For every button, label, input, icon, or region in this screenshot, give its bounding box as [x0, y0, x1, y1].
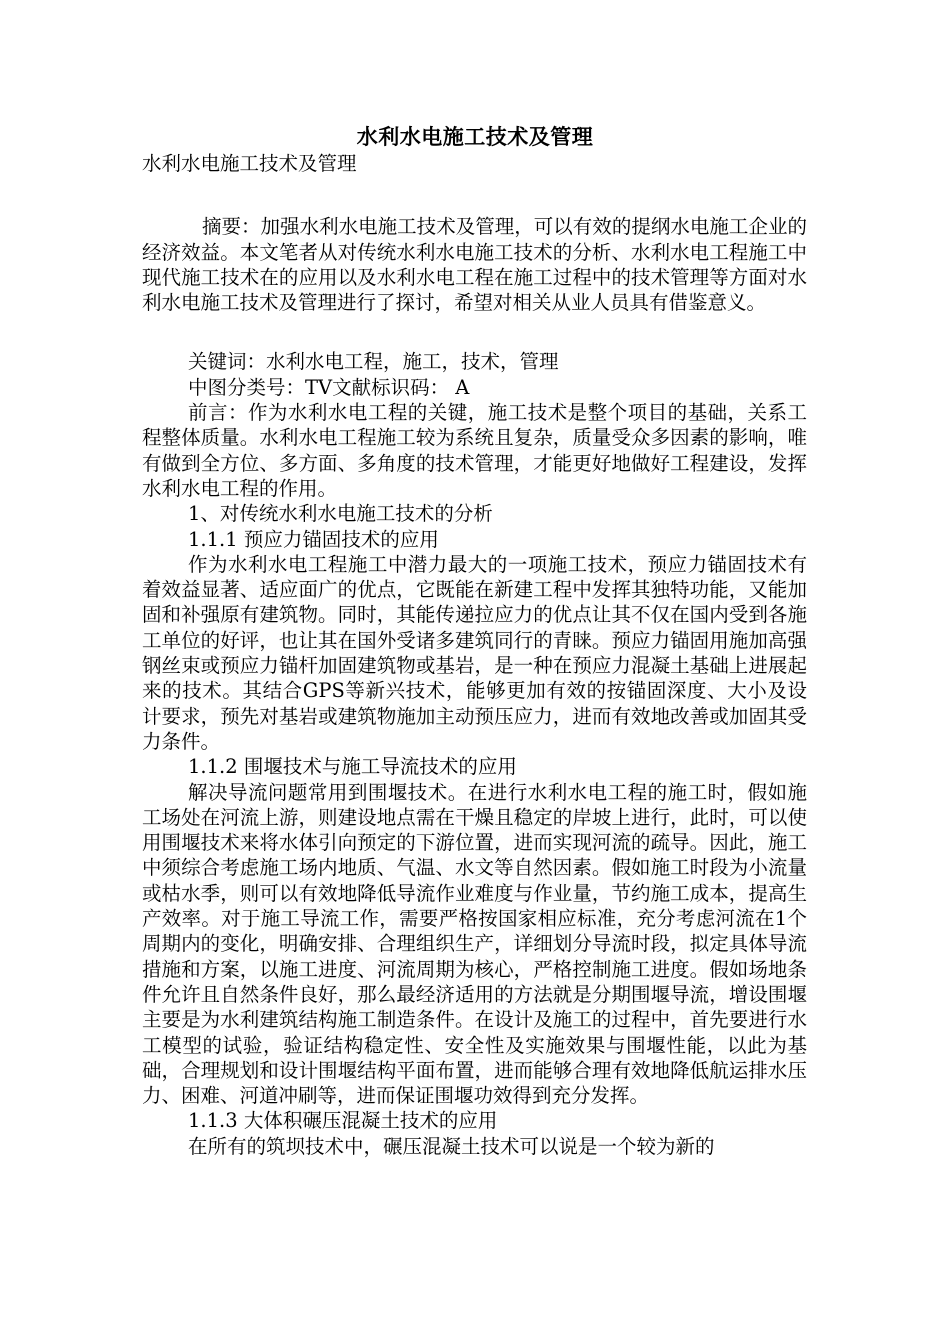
section-heading-1: 1、对传统水利水电施工技术的分析 [188, 502, 493, 526]
abstract-paragraph: 摘要：加强水利水电施工技术及管理，可以有效的提纲水电施工企业的经济效益。本文笔者从对传统水利水电施工技术的分析、水利水电工程施工中现代施工技术在的应用以及水利水电工程在施工过程中的技术管理等方面对水利水电施工技术及管理进行了探讨，希望对相关从业人员具有借鉴意义。 [142, 215, 807, 315]
section-heading-1-1-3: 1.1.3 大体积碾压混凝土技术的应用 [188, 1109, 498, 1133]
section-body-1-1-3: 在所有的筑坝技术中，碾压混凝土技术可以说是一个较为新的 [188, 1134, 715, 1158]
section-body-1-1-2: 解决导流问题常用到围堰技术。在进行水利水电工程的施工时，假如施工场处在河流上游，则建设地点需在干燥且稳定的岸坡上进行，此时，可以使用围堰技术来将水体引向预定的下游位置，进而实现河流的疏导。因此，施工中须综合考虑施工场内地质、气温、水文等自然因素。假如施工时段为小流量或枯水季，则可以有效地降低导流作业难度与作业量，节约施工成本，提高生产效率。对于施工导流工作，需要严格按国家相应标准，充分考虑河流在1个周期内的变化，明确安排、合理组织生产，详细划分导流时段，拟定具体导流措施和方案，以施工进度、河流周期为核心，严格控制施工进度。假如场地条件允许且自然条件良好，那么最经济适用的方法就是分期围堰导流，增设围堰主要是为水利建筑结构施工制造条件。在设计及施工的过程中，首先要进行水工模型的试验，验证结构稳定性、安全性及实施效果与围堰性能，以此为基础，合理规划和设计围堰结构平面布置，进而能够合理有效地降低航运排水压力、困难、河道冲刷等，进而保证围堰功效得到充分发挥。 [142, 780, 807, 1108]
preface-paragraph: 前言：作为水利水电工程的关键，施工技术是整个项目的基础，关系工程整体质量。水利水电工程施工较为系统且复杂，质量受众多因素的影响，唯有做到全方位、多方面、多角度的技术管理，才能更好地做好工程建设，发挥水利水电工程的作用。 [142, 401, 807, 500]
document-subtitle: 水利水电施工技术及管理 [142, 152, 357, 175]
spacer [142, 176, 807, 214]
section-heading-1-1-1: 1.1.1 预应力锚固技术的应用 [188, 527, 439, 551]
section-body-1-1-1: 作为水利水电工程施工中潜力最大的一项施工技术，预应力锚固技术有着效益显著、适应面广的优点，它既能在新建工程中发挥其独特功能，又能加固和补强原有建筑物。同时，其能传递拉应力的优点让其不仅在国内受到各施工单位的好评，也让其在国外受诸多建筑同行的青睐。预应力锚固用施加高强钢丝束或预应力锚杆加固建筑物或基岩，是一种在预应力混凝土基础上进展起来的技术。其结合GPS等新兴技术，能够更加有效的按锚固深度、大小及设计要求，预先对基岩或建筑物施加主动预压应力，进而有效地改善或加固其受力条件。 [142, 552, 807, 753]
spacer [142, 315, 807, 349]
classification-line: 中图分类号：TV文献标识码： A [188, 375, 470, 399]
document-title: 水利水电施工技术及管理 [356, 124, 594, 149]
keywords-line: 关键词：水利水电工程，施工，技术，管理 [188, 350, 559, 374]
section-heading-1-1-2: 1.1.2 围堰技术与施工导流技术的应用 [188, 755, 517, 779]
document-body [142, 151, 807, 1159]
